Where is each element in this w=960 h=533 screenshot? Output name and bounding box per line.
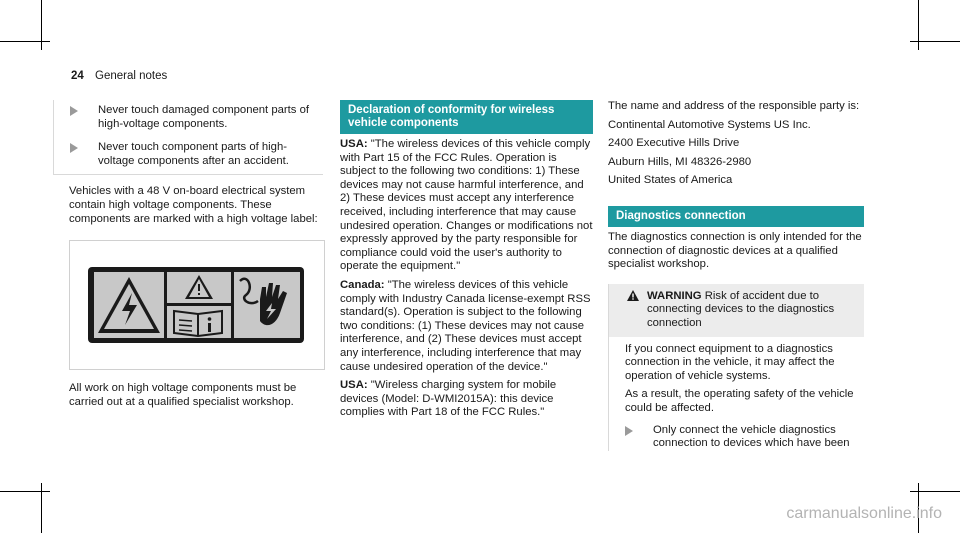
crop-mark — [910, 491, 960, 492]
city-address: Auburn Hills, MI 48326-2980 — [608, 155, 752, 168]
column-left — [53, 100, 323, 414]
intro-paragraph: Vehicles with a 48 V on-board electrical system contain high voltage components. These components are marked with a high voltage label: — [69, 185, 318, 225]
outro-paragraph: All work on high voltage components must be carried out at a qualified specialist workshop. — [69, 382, 297, 408]
section-title: General notes — [95, 70, 168, 82]
street-address: 2400 Executive Hills Drive — [608, 137, 740, 150]
list-item: Never touch damaged component parts of high-voltage components. — [70, 104, 323, 131]
warning-triangle-icon — [627, 290, 639, 301]
warning-details — [608, 337, 864, 451]
crop-mark — [910, 41, 960, 42]
bullet-box — [53, 100, 323, 175]
page-number: 24 — [71, 70, 84, 82]
watermark: carmanualsonline.info — [786, 505, 942, 522]
crop-mark — [0, 491, 50, 492]
section-heading-conformity: Declaration of conformity for wireless vehicle components — [340, 100, 593, 134]
list-item: Never touch component parts of high-voltage components after an accident. — [70, 141, 323, 168]
bullet-triangle-icon — [625, 426, 633, 436]
warning-box — [608, 284, 864, 337]
country: United States of America — [608, 174, 733, 187]
section-heading-diagnostics: Diagnostics connection — [608, 206, 864, 227]
diagnostics-paragraph: The diagnostics connection is only intended for the connection of diagnostic devices at a qualified specialist workshop. — [608, 230, 862, 271]
crop-mark — [918, 0, 919, 50]
warning-text: WARNING Risk of accident due to connecting devices to the diagnostics connection — [647, 289, 835, 329]
high-voltage-label-icon — [70, 241, 324, 369]
usa-paragraph: USA: "The wireless devices of this vehicle comply with Part 15 of the FCC Rules. Operation is subject to the following two conditions: 1) These devices may not cause harmful interference, and 2) These devices must accept any interference received, including interference that may cause undesired operation. Changes or modifications not expressly approved by the party responsible for compliance could void the user's authority to operate the equipment." — [340, 138, 593, 273]
warning-label: WARNING — [647, 289, 702, 302]
responsible-party-intro: The name and address of the responsible party is: — [608, 100, 860, 112]
company-name: Continental Automotive Systems US Inc. — [608, 118, 811, 131]
bullet-triangle-icon — [70, 106, 78, 116]
column-middle — [340, 100, 593, 425]
page-header — [71, 70, 167, 82]
warning-paragraph: As a result, the operating safety of the vehicle could be affected. — [625, 388, 854, 414]
list-item: Only connect the vehicle diagnostics connection to devices which have been — [625, 424, 864, 451]
crop-mark — [0, 41, 50, 42]
crop-mark — [41, 0, 42, 50]
column-right — [608, 100, 864, 451]
bullet-triangle-icon — [70, 143, 78, 153]
high-voltage-label-figure — [69, 240, 325, 370]
canada-paragraph: Canada: "The wireless devices of this vehicle comply with Industry Canada license-exempt RSS standard(s). Operation is subject to the following two conditions: (1) These devices may not cause interference, and (2) These devices must accept any interference, including interference that may cause undesired operation of the device." — [340, 278, 591, 373]
usa-charging-paragraph: USA: "Wireless charging system for mobile devices (Model: D-WMI2015A): this device complies with Part 18 of the FCC Rules." — [340, 379, 557, 419]
warning-paragraph: If you connect equipment to a diagnostics connection in the vehicle, it may affect the operation of vehicle systems. — [625, 342, 835, 382]
